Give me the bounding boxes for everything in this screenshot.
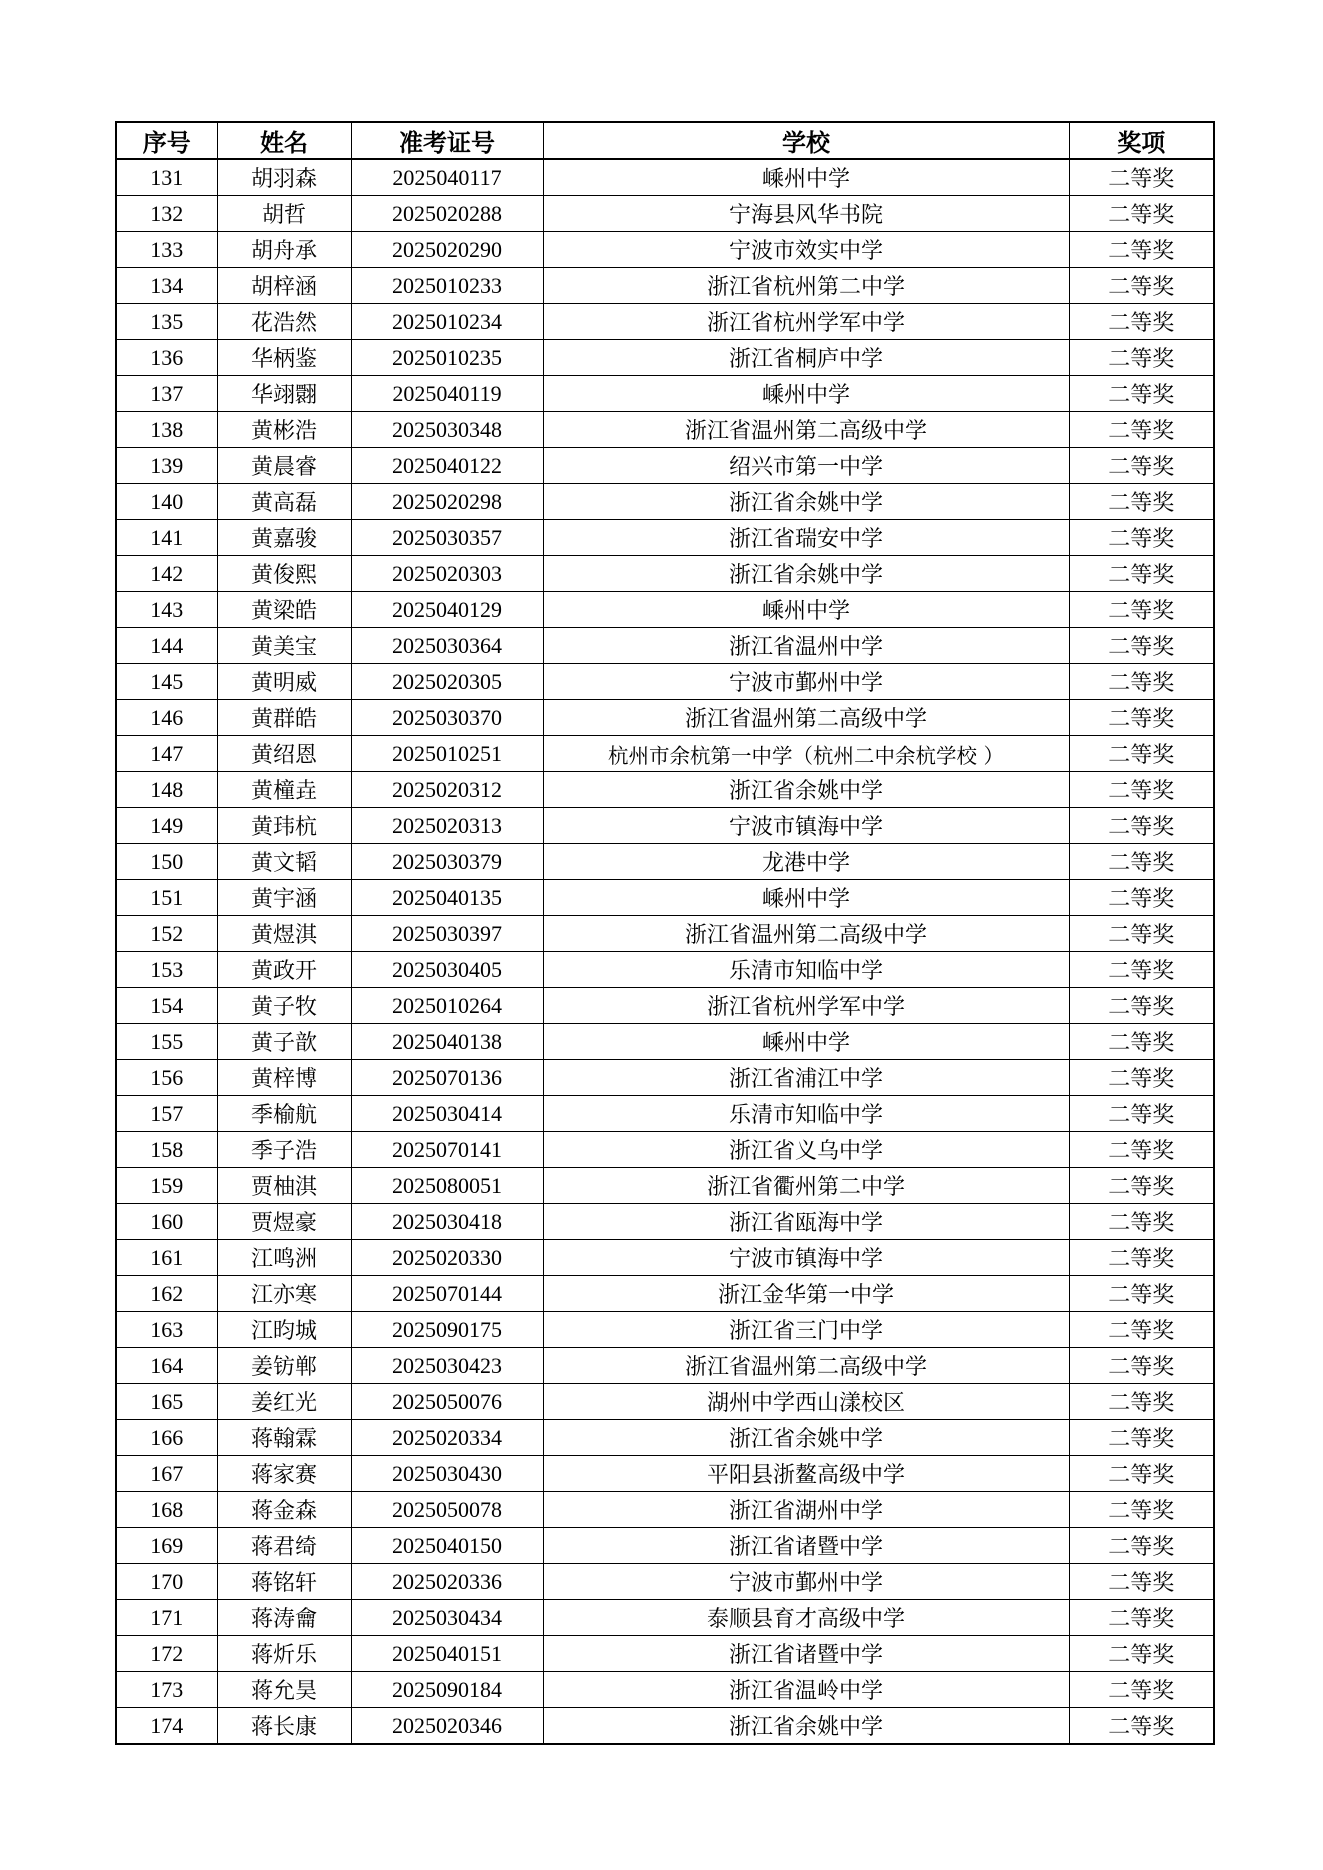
- cell-name: 黄绍恩: [217, 736, 351, 772]
- results-table: [115, 121, 1215, 1745]
- cell-award: 二等奖: [1069, 952, 1214, 988]
- cell-exam-id: 2025010251: [351, 736, 543, 772]
- cell-school: 浙江省余姚中学: [543, 772, 1069, 808]
- cell-exam-id: 2025030397: [351, 916, 543, 952]
- cell-exam-id: 2025040122: [351, 448, 543, 484]
- cell-exam-id: 2025080051: [351, 1168, 543, 1204]
- cell-exam-id: 2025010264: [351, 988, 543, 1024]
- cell-index: 148: [116, 772, 217, 808]
- cell-name: 江鸣洲: [217, 1240, 351, 1276]
- cell-school: 嵊州中学: [543, 1024, 1069, 1060]
- cell-exam-id: 2025020305: [351, 664, 543, 700]
- cell-exam-id: 2025030434: [351, 1600, 543, 1636]
- cell-exam-id: 2025020312: [351, 772, 543, 808]
- cell-name: 黄文韬: [217, 844, 351, 880]
- cell-exam-id: 2025020290: [351, 232, 543, 268]
- cell-exam-id: 2025020334: [351, 1420, 543, 1456]
- cell-school: 泰顺县育才高级中学: [543, 1600, 1069, 1636]
- cell-exam-id: 2025030357: [351, 520, 543, 556]
- cell-name: 黄嘉骏: [217, 520, 351, 556]
- cell-index: 164: [116, 1348, 217, 1384]
- cell-name: 贾煜豪: [217, 1204, 351, 1240]
- cell-exam-id: 2025010233: [351, 268, 543, 304]
- cell-exam-id: 2025040151: [351, 1636, 543, 1672]
- cell-award: 二等奖: [1069, 1420, 1214, 1456]
- cell-school: 浙江省诸暨中学: [543, 1636, 1069, 1672]
- cell-name: 姜红光: [217, 1384, 351, 1420]
- cell-name: 黄美宝: [217, 628, 351, 664]
- cell-exam-id: 2025020346: [351, 1708, 543, 1745]
- cell-award: 二等奖: [1069, 1528, 1214, 1564]
- cell-name: 黄高磊: [217, 484, 351, 520]
- cell-school: 浙江省湖州中学: [543, 1492, 1069, 1528]
- header-index: 序号: [116, 122, 217, 159]
- cell-award: 二等奖: [1069, 1456, 1214, 1492]
- cell-exam-id: 2025040138: [351, 1024, 543, 1060]
- cell-name: 黄明威: [217, 664, 351, 700]
- header-award: 奖项: [1069, 122, 1214, 159]
- cell-award: 二等奖: [1069, 1276, 1214, 1312]
- cell-award: 二等奖: [1069, 196, 1214, 232]
- cell-index: 167: [116, 1456, 217, 1492]
- cell-award: 二等奖: [1069, 1096, 1214, 1132]
- header-row: [116, 122, 1214, 159]
- cell-exam-id: 2025040119: [351, 376, 543, 412]
- cell-name: 蒋炘乐: [217, 1636, 351, 1672]
- table-body: [116, 159, 1214, 1744]
- table-row: [116, 556, 1214, 592]
- table-row: [116, 1600, 1214, 1636]
- cell-award: 二等奖: [1069, 1348, 1214, 1384]
- cell-index: 149: [116, 808, 217, 844]
- table-row: [116, 520, 1214, 556]
- cell-exam-id: 2025020330: [351, 1240, 543, 1276]
- cell-school: 浙江省余姚中学: [543, 556, 1069, 592]
- cell-award: 二等奖: [1069, 1024, 1214, 1060]
- cell-award: 二等奖: [1069, 556, 1214, 592]
- cell-index: 146: [116, 700, 217, 736]
- cell-school: 浙江省余姚中学: [543, 484, 1069, 520]
- cell-award: 二等奖: [1069, 1240, 1214, 1276]
- cell-school: 嵊州中学: [543, 592, 1069, 628]
- table-row: [116, 700, 1214, 736]
- cell-index: 133: [116, 232, 217, 268]
- cell-school: 浙江省瑞安中学: [543, 520, 1069, 556]
- cell-school: 平阳县浙鳌高级中学: [543, 1456, 1069, 1492]
- cell-school: 浙江金华第一中学: [543, 1276, 1069, 1312]
- cell-name: 蒋涛龠: [217, 1600, 351, 1636]
- table-row: [116, 1708, 1214, 1745]
- cell-school: 浙江省杭州第二中学: [543, 268, 1069, 304]
- cell-index: 161: [116, 1240, 217, 1276]
- cell-award: 二等奖: [1069, 1312, 1214, 1348]
- cell-school: 湖州中学西山漾校区: [543, 1384, 1069, 1420]
- cell-name: 黄群皓: [217, 700, 351, 736]
- cell-name: 蒋铭轩: [217, 1564, 351, 1600]
- table-row: [116, 988, 1214, 1024]
- cell-school: 浙江省温州第二高级中学: [543, 700, 1069, 736]
- cell-name: 黄玮杭: [217, 808, 351, 844]
- table-row: [116, 1348, 1214, 1384]
- cell-index: 142: [116, 556, 217, 592]
- cell-index: 166: [116, 1420, 217, 1456]
- cell-index: 135: [116, 304, 217, 340]
- table-row: [116, 592, 1214, 628]
- table-row: [116, 1132, 1214, 1168]
- cell-index: 169: [116, 1528, 217, 1564]
- cell-school: 浙江省三门中学: [543, 1312, 1069, 1348]
- cell-exam-id: 2025090175: [351, 1312, 543, 1348]
- cell-name: 贾柚淇: [217, 1168, 351, 1204]
- cell-index: 158: [116, 1132, 217, 1168]
- cell-school: 浙江省诸暨中学: [543, 1528, 1069, 1564]
- cell-school: 浙江省温州中学: [543, 628, 1069, 664]
- cell-award: 二等奖: [1069, 988, 1214, 1024]
- cell-award: 二等奖: [1069, 1672, 1214, 1708]
- cell-name: 季榆航: [217, 1096, 351, 1132]
- table-row: [116, 1564, 1214, 1600]
- cell-school: 宁波市镇海中学: [543, 808, 1069, 844]
- table-row: [116, 268, 1214, 304]
- cell-exam-id: 2025030379: [351, 844, 543, 880]
- cell-school: 浙江省瓯海中学: [543, 1204, 1069, 1240]
- cell-award: 二等奖: [1069, 1060, 1214, 1096]
- cell-name: 华翊翾: [217, 376, 351, 412]
- cell-award: 二等奖: [1069, 484, 1214, 520]
- cell-name: 黄彬浩: [217, 412, 351, 448]
- cell-index: 154: [116, 988, 217, 1024]
- cell-name: 胡舟承: [217, 232, 351, 268]
- table-row: [116, 736, 1214, 772]
- cell-name: 黄子牧: [217, 988, 351, 1024]
- table-row: [116, 1636, 1214, 1672]
- cell-index: 136: [116, 340, 217, 376]
- cell-exam-id: 2025030414: [351, 1096, 543, 1132]
- cell-index: 137: [116, 376, 217, 412]
- table-row: [116, 448, 1214, 484]
- cell-index: 170: [116, 1564, 217, 1600]
- cell-school: 浙江省衢州第二中学: [543, 1168, 1069, 1204]
- cell-exam-id: 2025040117: [351, 159, 543, 196]
- cell-award: 二等奖: [1069, 1708, 1214, 1745]
- header-exam-id: 准考证号: [351, 122, 543, 159]
- cell-exam-id: 2025020336: [351, 1564, 543, 1600]
- table-row: [116, 916, 1214, 952]
- cell-school: 乐清市知临中学: [543, 1096, 1069, 1132]
- cell-index: 174: [116, 1708, 217, 1745]
- cell-name: 蒋长康: [217, 1708, 351, 1745]
- cell-school: 浙江省义乌中学: [543, 1132, 1069, 1168]
- cell-index: 172: [116, 1636, 217, 1672]
- table-row: [116, 196, 1214, 232]
- table-row: [116, 1024, 1214, 1060]
- cell-name: 黄梓博: [217, 1060, 351, 1096]
- cell-index: 155: [116, 1024, 217, 1060]
- cell-exam-id: 2025070141: [351, 1132, 543, 1168]
- cell-exam-id: 2025030430: [351, 1456, 543, 1492]
- cell-award: 二等奖: [1069, 159, 1214, 196]
- header-name: 姓名: [217, 122, 351, 159]
- cell-exam-id: 2025030348: [351, 412, 543, 448]
- cell-award: 二等奖: [1069, 412, 1214, 448]
- cell-index: 153: [116, 952, 217, 988]
- cell-exam-id: 2025070136: [351, 1060, 543, 1096]
- cell-award: 二等奖: [1069, 268, 1214, 304]
- cell-award: 二等奖: [1069, 448, 1214, 484]
- cell-index: 131: [116, 159, 217, 196]
- table-row: [116, 1168, 1214, 1204]
- cell-exam-id: 2025040129: [351, 592, 543, 628]
- table-row: [116, 1240, 1214, 1276]
- header-school: 学校: [543, 122, 1069, 159]
- cell-exam-id: 2025070144: [351, 1276, 543, 1312]
- cell-award: 二等奖: [1069, 592, 1214, 628]
- cell-school: 浙江省杭州学军中学: [543, 988, 1069, 1024]
- cell-index: 143: [116, 592, 217, 628]
- cell-school: 宁波市效实中学: [543, 232, 1069, 268]
- cell-index: 159: [116, 1168, 217, 1204]
- cell-school: 嵊州中学: [543, 880, 1069, 916]
- cell-exam-id: 2025030418: [351, 1204, 543, 1240]
- cell-exam-id: 2025030423: [351, 1348, 543, 1384]
- cell-index: 163: [116, 1312, 217, 1348]
- cell-index: 141: [116, 520, 217, 556]
- cell-index: 165: [116, 1384, 217, 1420]
- cell-award: 二等奖: [1069, 376, 1214, 412]
- cell-index: 150: [116, 844, 217, 880]
- cell-name: 胡哲: [217, 196, 351, 232]
- cell-award: 二等奖: [1069, 232, 1214, 268]
- cell-name: 蒋允昊: [217, 1672, 351, 1708]
- table-row: [116, 1060, 1214, 1096]
- table-row: [116, 1204, 1214, 1240]
- table-row: [116, 880, 1214, 916]
- cell-award: 二等奖: [1069, 772, 1214, 808]
- cell-exam-id: 2025090184: [351, 1672, 543, 1708]
- cell-index: 152: [116, 916, 217, 952]
- table-row: [116, 952, 1214, 988]
- cell-index: 162: [116, 1276, 217, 1312]
- cell-school: 嵊州中学: [543, 376, 1069, 412]
- cell-index: 144: [116, 628, 217, 664]
- table-row: [116, 304, 1214, 340]
- cell-award: 二等奖: [1069, 1168, 1214, 1204]
- cell-school: 宁波市鄞州中学: [543, 664, 1069, 700]
- table-row: [116, 1420, 1214, 1456]
- cell-exam-id: 2025010234: [351, 304, 543, 340]
- cell-school: 浙江省桐庐中学: [543, 340, 1069, 376]
- cell-exam-id: 2025050078: [351, 1492, 543, 1528]
- cell-award: 二等奖: [1069, 1384, 1214, 1420]
- table-row: [116, 484, 1214, 520]
- cell-school: 宁波市鄞州中学: [543, 1564, 1069, 1600]
- table-row: [116, 1492, 1214, 1528]
- cell-award: 二等奖: [1069, 628, 1214, 664]
- cell-award: 二等奖: [1069, 808, 1214, 844]
- table-row: [116, 1276, 1214, 1312]
- cell-name: 胡梓涵: [217, 268, 351, 304]
- cell-school: 浙江省温州第二高级中学: [543, 412, 1069, 448]
- cell-index: 139: [116, 448, 217, 484]
- cell-name: 江亦寒: [217, 1276, 351, 1312]
- cell-exam-id: 2025040150: [351, 1528, 543, 1564]
- cell-exam-id: 2025050076: [351, 1384, 543, 1420]
- cell-name: 蒋家赛: [217, 1456, 351, 1492]
- cell-exam-id: 2025030364: [351, 628, 543, 664]
- cell-school: 宁波市镇海中学: [543, 1240, 1069, 1276]
- cell-name: 黄俊熙: [217, 556, 351, 592]
- cell-name: 季子浩: [217, 1132, 351, 1168]
- cell-index: 157: [116, 1096, 217, 1132]
- cell-school: 嵊州中学: [543, 159, 1069, 196]
- cell-index: 134: [116, 268, 217, 304]
- cell-name: 黄梁皓: [217, 592, 351, 628]
- cell-index: 145: [116, 664, 217, 700]
- cell-name: 黄橦垚: [217, 772, 351, 808]
- table-row: [116, 340, 1214, 376]
- cell-name: 黄子歆: [217, 1024, 351, 1060]
- cell-award: 二等奖: [1069, 736, 1214, 772]
- cell-award: 二等奖: [1069, 1492, 1214, 1528]
- cell-award: 二等奖: [1069, 880, 1214, 916]
- cell-index: 168: [116, 1492, 217, 1528]
- cell-name: 花浩然: [217, 304, 351, 340]
- cell-award: 二等奖: [1069, 1132, 1214, 1168]
- cell-name: 蒋君绮: [217, 1528, 351, 1564]
- cell-school: 龙港中学: [543, 844, 1069, 880]
- cell-school: 绍兴市第一中学: [543, 448, 1069, 484]
- cell-index: 140: [116, 484, 217, 520]
- table-row: [116, 1096, 1214, 1132]
- cell-name: 姜钫郸: [217, 1348, 351, 1384]
- cell-school: 宁海县风华书院: [543, 196, 1069, 232]
- cell-index: 151: [116, 880, 217, 916]
- cell-school: 浙江省温州第二高级中学: [543, 1348, 1069, 1384]
- cell-exam-id: 2025040135: [351, 880, 543, 916]
- cell-exam-id: 2025020288: [351, 196, 543, 232]
- cell-award: 二等奖: [1069, 700, 1214, 736]
- table-row: [116, 159, 1214, 196]
- cell-index: 132: [116, 196, 217, 232]
- cell-name: 胡羽森: [217, 159, 351, 196]
- cell-award: 二等奖: [1069, 844, 1214, 880]
- cell-school: 浙江省温州第二高级中学: [543, 916, 1069, 952]
- cell-index: 160: [116, 1204, 217, 1240]
- cell-exam-id: 2025030405: [351, 952, 543, 988]
- cell-name: 蒋金森: [217, 1492, 351, 1528]
- cell-school: 杭州市余杭第一中学（杭州二中余杭学校 ）: [543, 736, 1069, 772]
- table-row: [116, 1672, 1214, 1708]
- table-row: [116, 376, 1214, 412]
- cell-award: 二等奖: [1069, 1564, 1214, 1600]
- cell-index: 171: [116, 1600, 217, 1636]
- table-row: [116, 1528, 1214, 1564]
- cell-school: 浙江省余姚中学: [543, 1420, 1069, 1456]
- cell-index: 138: [116, 412, 217, 448]
- cell-exam-id: 2025020303: [351, 556, 543, 592]
- table-row: [116, 1456, 1214, 1492]
- cell-name: 黄政开: [217, 952, 351, 988]
- table-row: [116, 1312, 1214, 1348]
- cell-index: 147: [116, 736, 217, 772]
- cell-exam-id: 2025010235: [351, 340, 543, 376]
- cell-name: 黄晨睿: [217, 448, 351, 484]
- table-row: [116, 1384, 1214, 1420]
- cell-index: 173: [116, 1672, 217, 1708]
- cell-award: 二等奖: [1069, 520, 1214, 556]
- cell-school: 乐清市知临中学: [543, 952, 1069, 988]
- cell-name: 黄宇涵: [217, 880, 351, 916]
- table-row: [116, 232, 1214, 268]
- cell-award: 二等奖: [1069, 664, 1214, 700]
- cell-award: 二等奖: [1069, 1600, 1214, 1636]
- cell-award: 二等奖: [1069, 304, 1214, 340]
- cell-school: 浙江省余姚中学: [543, 1708, 1069, 1745]
- table-row: [116, 664, 1214, 700]
- cell-name: 蒋翰霖: [217, 1420, 351, 1456]
- cell-award: 二等奖: [1069, 916, 1214, 952]
- cell-name: 华柄鉴: [217, 340, 351, 376]
- table-row: [116, 628, 1214, 664]
- cell-exam-id: 2025020298: [351, 484, 543, 520]
- cell-index: 156: [116, 1060, 217, 1096]
- cell-award: 二等奖: [1069, 1636, 1214, 1672]
- cell-award: 二等奖: [1069, 340, 1214, 376]
- cell-name: 江昀城: [217, 1312, 351, 1348]
- cell-exam-id: 2025030370: [351, 700, 543, 736]
- table-row: [116, 844, 1214, 880]
- table-row: [116, 772, 1214, 808]
- cell-school: 浙江省杭州学军中学: [543, 304, 1069, 340]
- cell-exam-id: 2025020313: [351, 808, 543, 844]
- table-row: [116, 412, 1214, 448]
- cell-name: 黄煜淇: [217, 916, 351, 952]
- cell-school: 浙江省温岭中学: [543, 1672, 1069, 1708]
- cell-award: 二等奖: [1069, 1204, 1214, 1240]
- table-row: [116, 808, 1214, 844]
- cell-school: 浙江省浦江中学: [543, 1060, 1069, 1096]
